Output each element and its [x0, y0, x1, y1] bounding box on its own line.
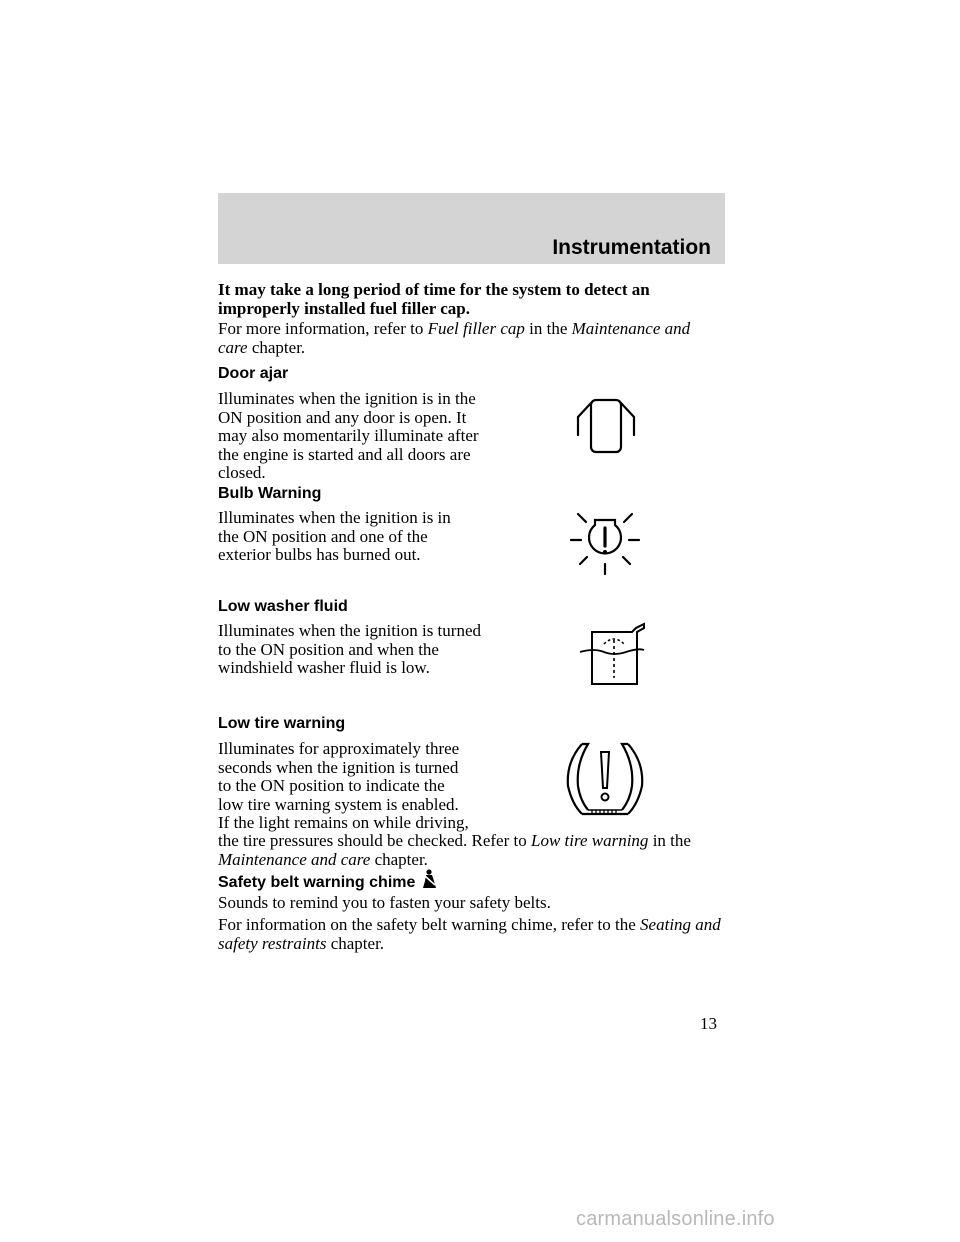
- chapter-title: Instrumentation: [552, 236, 711, 259]
- door-ajar-icon: [572, 392, 642, 456]
- maintenance-care-link[interactable]: Maintenance and care: [218, 319, 691, 357]
- watermark-text: carmanualsonline.info: [576, 1208, 775, 1230]
- low-tire-reference: the tire pressures should be checked. Refer to Low tire warning in the Maintenance and care chapter.: [218, 831, 691, 869]
- low-tire-warning-link[interactable]: Low tire warning: [530, 831, 649, 850]
- low-tire-heading: Low tire warning: [218, 715, 346, 732]
- low-washer-heading: Low washer fluid: [218, 598, 348, 615]
- bulb-warning-text: Illuminates when the ignition is in the ON position and one of the exterior bulbs has burned out.: [218, 508, 451, 564]
- door-ajar-text: Illuminates when the ignition is in the ON position and any door is open. It may also momentarily illuminate after the engine is started and all doors are closed.: [218, 389, 479, 482]
- safety-belt-reference: For information on the safety belt warning chime, refer to the Seating and safety restraints chapter.: [218, 915, 721, 953]
- maintenance-care-link-2[interactable]: Maintenance and care: [218, 849, 371, 869]
- bulb-warning-icon: [568, 506, 642, 578]
- fuel-cap-reference: For more information, refer to Fuel filler cap in the Maintenance and care chapter.: [218, 319, 691, 357]
- low-washer-text: Illuminates when the ignition is turned to the ON position and when the windshield washer fluid is low.: [218, 621, 481, 677]
- page-number: 13: [700, 1014, 717, 1033]
- fuel-filler-cap-link[interactable]: Fuel filler cap: [427, 319, 525, 338]
- low-tire-text: Illuminates for approximately three seconds when the ignition is turned to the ON position to indicate the low tire warning system is enabled. If the light remains on while driving,: [218, 739, 469, 832]
- safety-belt-heading: Safety belt warning chime: [218, 869, 437, 892]
- door-ajar-heading: Door ajar: [218, 365, 289, 382]
- chapter-header: [218, 193, 725, 264]
- low-tire-warning-icon: [562, 738, 648, 820]
- fuel-cap-note: It may take a long period of time for the system to detect an improperly installed fuel filler cap.: [218, 280, 650, 318]
- seating-safety-link[interactable]: Seating and safety restraints: [218, 915, 721, 953]
- washer-fluid-icon: [574, 620, 648, 688]
- seatbelt-icon: [421, 869, 437, 889]
- safety-belt-text: Sounds to remind you to fasten your safety belts.: [218, 893, 551, 912]
- bulb-warning-heading: Bulb Warning: [218, 485, 322, 502]
